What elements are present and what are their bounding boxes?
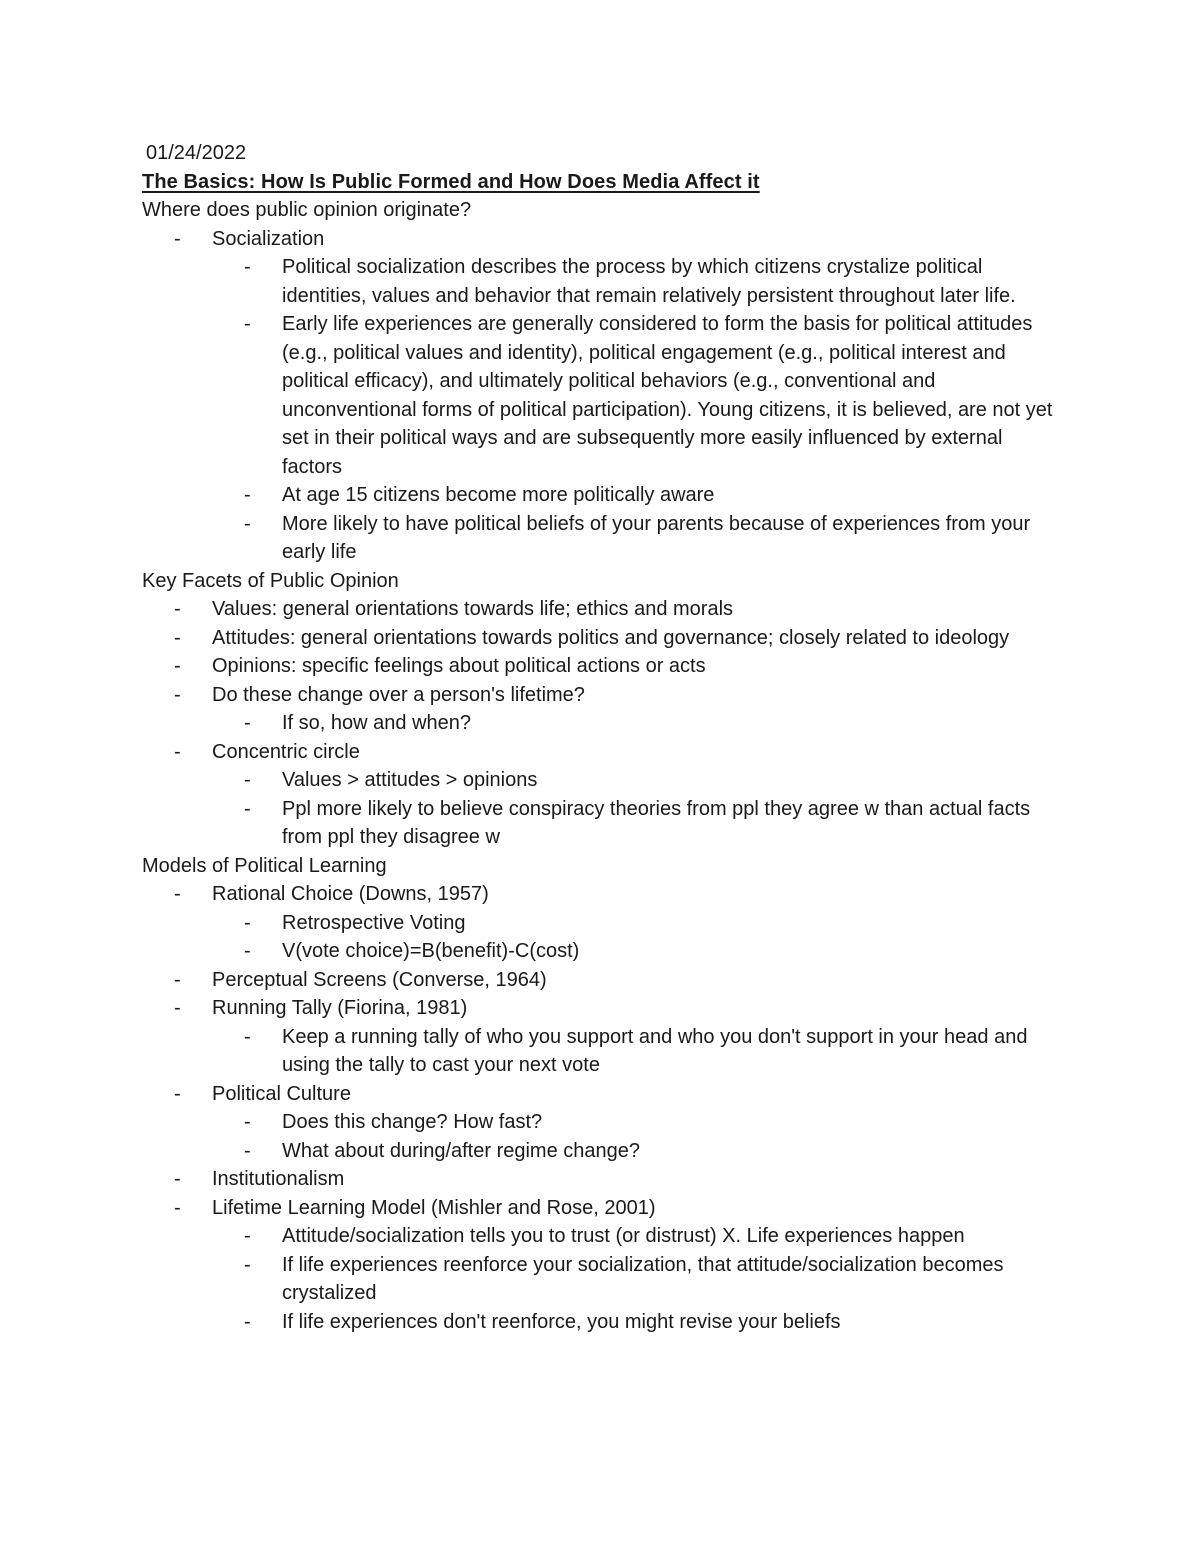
sub-list-item — [212, 937, 1062, 966]
sub-list-item — [212, 709, 1062, 738]
sub-list-item — [212, 510, 1062, 567]
list-item-text: Socialization — [212, 227, 325, 250]
dash-bullet: - — [174, 683, 181, 706]
list-item — [142, 994, 1062, 1080]
sub-list-item — [212, 766, 1062, 795]
sub-list-item-text: Values > attitudes > opinions — [282, 769, 538, 791]
dash-bullet: - — [244, 1025, 251, 1048]
sub-list-item-text: Ppl more likely to believe conspiracy theories from ppl they agree w than actual facts from ppl they disagree w — [282, 797, 1031, 848]
dash-bullet: - — [174, 598, 181, 620]
dash-bullet: - — [244, 1310, 251, 1333]
dash-bullet: - — [244, 712, 251, 734]
list-item-text: Lifetime Learning Model (Mishler and Rose, 2001) — [212, 1196, 656, 1219]
sub-list-item-text: More likely to have political beliefs of your parents because of experiences from your early life — [282, 512, 1031, 563]
dash-bullet: - — [174, 655, 181, 677]
section-heading-origin: Where does public opinion originate? — [142, 199, 472, 221]
dash-bullet: - — [174, 883, 181, 905]
sub-list-item — [212, 1137, 1062, 1166]
dash-bullet: - — [174, 227, 181, 250]
dash-bullet: - — [244, 1253, 251, 1276]
sub-list — [212, 1023, 1062, 1080]
list-item — [142, 1194, 1062, 1337]
list-item-text: Opinions: specific feelings about political actions or acts — [212, 655, 706, 677]
list-item-text: Do these change over a person's lifetime? — [212, 683, 585, 706]
dash-bullet: - — [244, 940, 251, 962]
sub-list-item-text: Keep a running tally of who you support and who you don't support in your head and using the tally to cast your next vote — [282, 1025, 1028, 1076]
list-item — [142, 880, 1062, 966]
dash-bullet: - — [174, 1168, 181, 1190]
sub-list-item-text: V(vote choice)=B(benefit)-C(cost) — [282, 940, 580, 962]
sub-list-item-text: Does this change? How fast? — [282, 1111, 543, 1133]
sub-list-item-text: If life experiences don't reenforce, you might revise your beliefs — [282, 1310, 841, 1333]
notes-document — [142, 139, 1062, 1336]
note-date: 01/24/2022 — [146, 142, 247, 164]
list-item — [142, 966, 1062, 995]
list-item — [142, 738, 1062, 852]
sub-list-item-text: Early life experiences are generally considered to form the basis for political attitudes (e.g., political values and identity), political engagement (e.g., political interest and political efficacy), and ultimately political behaviors (e.g., conventional and unconventional forms of political participation). Young citizens, it is believed, are not yet set in their political ways and are subsequently more easily influenced by external factors — [282, 313, 1053, 478]
sub-list-item-text: Attitude/socialization tells you to trust (or distrust) X. Life experiences happen — [282, 1225, 965, 1247]
list-item — [142, 652, 1062, 681]
section-list-origin — [142, 225, 1062, 567]
list-item — [142, 681, 1062, 738]
section-heading-models: Models of Political Learning — [142, 854, 387, 877]
sub-list-item — [212, 795, 1062, 852]
dash-bullet: - — [174, 997, 181, 1019]
dash-bullet: - — [174, 1196, 181, 1219]
sub-list — [212, 253, 1062, 567]
list-item — [142, 1165, 1062, 1194]
sub-list-item — [212, 1023, 1062, 1080]
list-item-text: Political Culture — [212, 1082, 351, 1105]
sub-list-item — [212, 1108, 1062, 1137]
list-item-text: Perceptual Screens (Converse, 1964) — [212, 968, 547, 991]
sub-list-item-text: If life experiences reenforce your socialization, that attitude/socialization becomes crystalized — [282, 1253, 1004, 1304]
dash-bullet: - — [174, 740, 181, 763]
sub-list-item — [212, 1308, 1062, 1337]
sub-list-item — [212, 253, 1062, 310]
dash-bullet: - — [244, 512, 251, 535]
list-item-text: Attitudes: general orientations towards politics and governance; closely related to ideology — [212, 626, 1010, 649]
sub-list — [212, 909, 1062, 966]
section-heading-key-facets: Key Facets of Public Opinion — [142, 569, 399, 592]
dash-bullet: - — [174, 626, 181, 649]
list-item — [142, 624, 1062, 653]
sub-list-item-text: Retrospective Voting — [282, 911, 466, 934]
sub-list — [212, 1222, 1062, 1336]
list-item — [142, 1080, 1062, 1166]
section-list-key-facets — [142, 595, 1062, 852]
dash-bullet: - — [244, 769, 251, 791]
note-title: The Basics: How Is Public Formed and How Does Media Affect it — [142, 170, 760, 193]
section-list-models — [142, 880, 1062, 1336]
dash-bullet: - — [244, 256, 251, 278]
sub-list-item-text: If so, how and when? — [282, 712, 472, 734]
sub-list-item-text: What about during/after regime change? — [282, 1139, 640, 1162]
list-item-text: Rational Choice (Downs, 1957) — [212, 883, 489, 905]
list-item-text: Concentric circle — [212, 740, 360, 763]
sub-list-item-text: Political socialization describes the process by which citizens crystalize political identities, values and behavior that remain relatively persistent throughout later life. — [282, 256, 1016, 307]
list-item-text: Values: general orientations towards life; ethics and morals — [212, 598, 734, 620]
sub-list-item — [212, 310, 1062, 481]
list-item — [142, 595, 1062, 624]
dash-bullet: - — [244, 1111, 251, 1133]
sub-list-item-text: At age 15 citizens become more politically aware — [282, 484, 715, 506]
dash-bullet: - — [244, 313, 251, 335]
sub-list — [212, 709, 1062, 738]
dash-bullet: - — [174, 968, 181, 991]
dash-bullet: - — [244, 797, 251, 820]
sub-list — [212, 1108, 1062, 1165]
dash-bullet: - — [244, 911, 251, 934]
sub-list-item — [212, 481, 1062, 510]
dash-bullet: - — [244, 1139, 251, 1162]
dash-bullet: - — [244, 1225, 251, 1247]
list-item-text: Institutionalism — [212, 1168, 345, 1190]
dash-bullet: - — [244, 484, 251, 506]
sub-list-item — [212, 1222, 1062, 1251]
sub-list-item — [212, 1251, 1062, 1308]
sub-list — [212, 766, 1062, 852]
list-item — [142, 225, 1062, 567]
list-item-text: Running Tally (Fiorina, 1981) — [212, 997, 468, 1019]
sub-list-item — [212, 909, 1062, 938]
dash-bullet: - — [174, 1082, 181, 1105]
